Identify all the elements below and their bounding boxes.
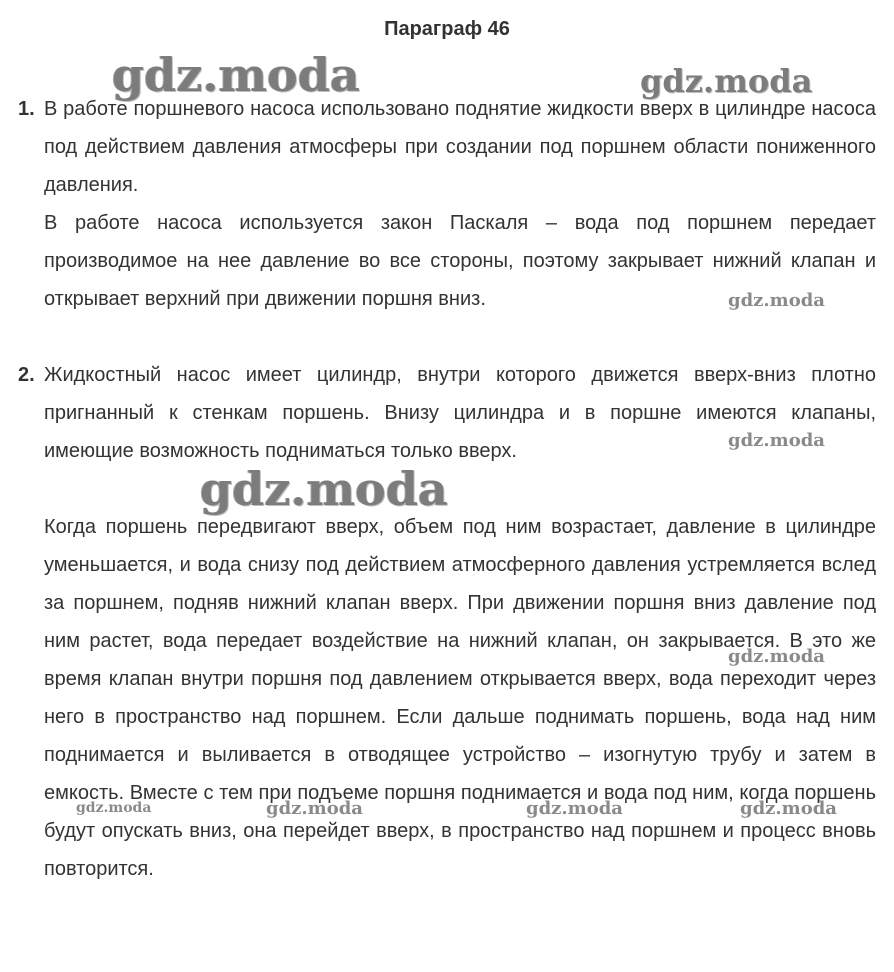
exercise-answer [44, 90, 876, 318]
page-title: Параграф 46 [384, 18, 510, 40]
exercise-number: 2. [18, 364, 35, 386]
answer-paragraph: Когда поршень передвигают вверх, объем под ним возрастает, давление в цилиндре уменьшается, и вода снизу под действием атмосферного давления устремляется вслед за поршнем, подняв нижний клапан вверх. При движении поршня вниз давление под ним растет, вода передает воздействие на нижний клапан, он закрывается. В это же время клапан внутри поршня под давлением открывается вверх, вода переходит через него в пространство над поршнем. Если дальше поднимать поршень, вода над ним поднимается и выливается в отводящее устройство – изогнутую трубу и затем в емкость. Вместе с тем при подъеме поршня поднимается и вода под ним, когда поршень будут опускать вниз, она перейдет вверх, в пространство над поршнем и процесс вновь повторится. [44, 516, 876, 880]
watermark: gdz.moda [640, 62, 813, 100]
watermark: gdz.moda [200, 462, 448, 516]
watermark: gdz.moda [728, 430, 825, 451]
exercise-answer [44, 356, 876, 888]
watermark: gdz.moda [266, 798, 363, 819]
exercise-number: 1. [18, 98, 35, 120]
answer-paragraph: В работе поршневого насоса использовано поднятие жидкости вверх в цилиндре насоса под действием давления атмосферы при создании под поршнем области пониженного давления. [44, 98, 876, 196]
exercise-item-2 [18, 356, 876, 888]
watermark: gdz.moda [76, 800, 152, 816]
answer-paragraph: Жидкостный насос имеет цилиндр, внутри которого движется вверх-вниз плотно пригнанный к стенкам поршень. Внизу цилиндра и в поршне имеются клапаны, имеющие возможность подниматься только вверх. [44, 364, 876, 462]
watermark: gdz.moda [526, 798, 623, 819]
watermark: gdz.moda [740, 798, 837, 819]
answer-paragraph: В работе насоса используется закон Паскаля – вода под поршнем передает производимое на нее давление во все стороны, поэтому закрывает нижний клапан и открывает верхний при движении поршня вниз. [44, 212, 876, 310]
watermark: gdz.moda [728, 646, 825, 667]
exercise-item-1 [18, 90, 876, 318]
watermark: gdz.moda [112, 48, 360, 102]
watermark: gdz.moda [728, 290, 825, 311]
